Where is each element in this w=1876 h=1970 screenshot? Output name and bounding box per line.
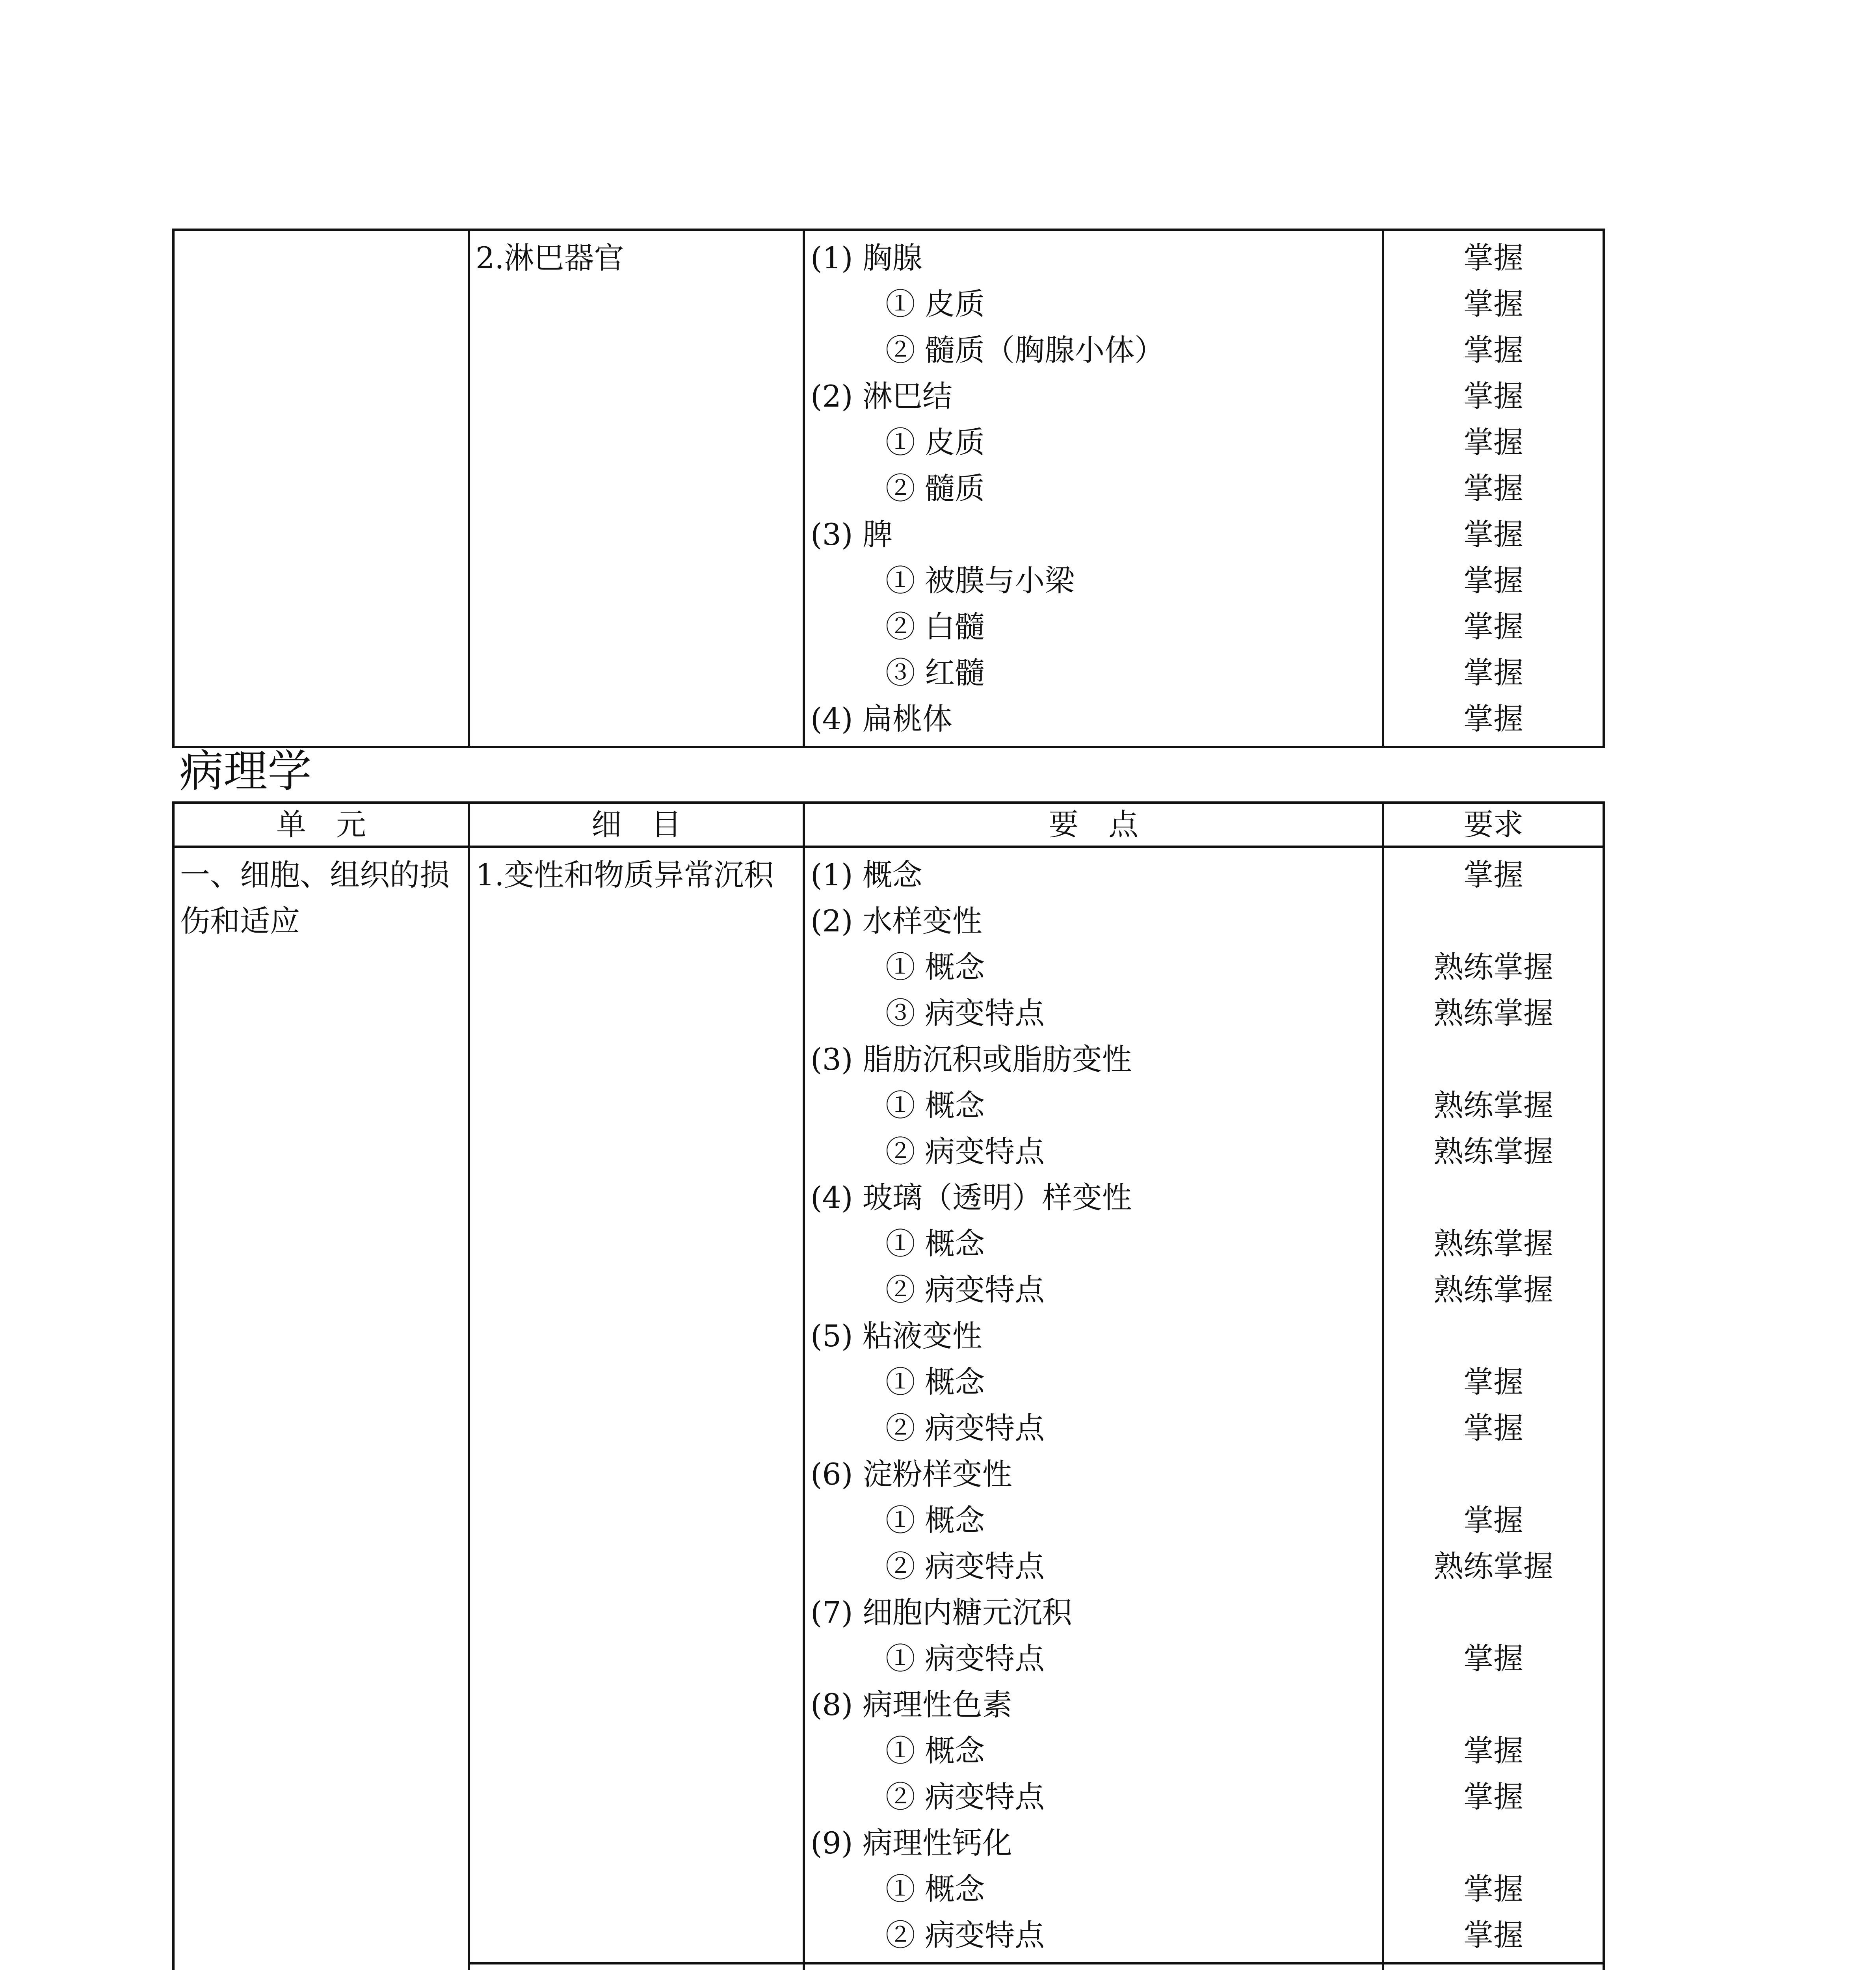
requirement-item: 掌握 (1463, 609, 1523, 644)
requirement-item: 掌握 (1463, 655, 1523, 690)
requirement-item: 掌握 (1463, 1411, 1523, 1446)
point-item: ③ 红髓 (885, 655, 985, 690)
point-item: ② 病变特点 (885, 1549, 1045, 1584)
main-table (172, 801, 1605, 1970)
table-row (173, 230, 1604, 747)
point-item: ① 被膜与小梁 (885, 563, 1075, 598)
requirement-list (1384, 848, 1603, 1962)
unit-cell (173, 230, 469, 747)
requirement-item: 掌握 (1463, 286, 1523, 322)
requirement-item: 掌握 (1463, 379, 1523, 414)
requirement-cell (1383, 847, 1604, 1963)
requirement-item: 熟练掌握 (1433, 1134, 1553, 1169)
main-body (173, 847, 1604, 1970)
point-item: ② 髓质 (885, 471, 985, 506)
point-item: ② 病变特点 (885, 1779, 1045, 1814)
requirement-item (1390, 1682, 1597, 1728)
requirement-item: 掌握 (1463, 1779, 1523, 1814)
requirement-item: 掌握 (1463, 1733, 1523, 1768)
header-unit: 单 元 (173, 803, 469, 847)
requirement-item: 熟练掌握 (1433, 1272, 1553, 1307)
point-item: (4) 扁桃体 (811, 701, 952, 736)
point-item: ① 概念 (885, 1872, 985, 1907)
requirement-list (1384, 231, 1603, 746)
header-requirement: 要求 (1383, 803, 1604, 847)
point-item: (1) 概念 (811, 857, 922, 892)
requirement-item: 熟练掌握 (1433, 1549, 1553, 1584)
requirement-item: 熟练掌握 (1433, 950, 1553, 985)
requirement-item: 掌握 (1463, 1641, 1523, 1676)
requirement-item: 熟练掌握 (1433, 1226, 1553, 1261)
point-item: ① 概念 (885, 1088, 985, 1123)
point-item: (3) 脂肪沉积或脂肪变性 (811, 1042, 1132, 1077)
point-item: (9) 病理性钙化 (811, 1825, 1012, 1860)
point-item: ① 概念 (885, 1364, 985, 1399)
requirement-item: 熟练掌握 (1433, 1088, 1553, 1123)
requirement-item (1390, 1968, 1597, 1970)
requirement-item: 掌握 (1463, 701, 1523, 736)
point-item: ① 概念 (885, 1226, 985, 1261)
requirement-item: 掌握 (1463, 857, 1523, 892)
detail-cell (469, 847, 804, 1963)
unit-cell (173, 847, 469, 1970)
point-item: ② 白髓 (885, 609, 985, 644)
requirement-item: 掌握 (1463, 471, 1523, 506)
point-item: ② 病变特点 (885, 1272, 1045, 1307)
requirement-item (1390, 1820, 1597, 1866)
header-row (173, 803, 1604, 847)
point-item: ① 概念 (885, 950, 985, 985)
points-cell (804, 1963, 1383, 1970)
requirement-item: 掌握 (1463, 1503, 1523, 1538)
point-item: (7) 细胞内糖元沉积 (811, 1595, 1072, 1630)
detail-text (470, 1964, 803, 1970)
requirement-cell (1383, 1963, 1604, 1970)
requirement-item: 掌握 (1463, 333, 1523, 368)
point-item: ② 病变特点 (885, 1411, 1045, 1446)
detail-cell (469, 230, 804, 747)
requirement-item: 掌握 (1463, 1918, 1523, 1953)
section-title: 病理学 (179, 746, 312, 797)
point-item: (2) 水样变性 (811, 903, 982, 939)
requirement-item (1390, 898, 1597, 944)
requirement-item: 掌握 (1463, 1872, 1523, 1907)
point-item: (8) 病理性色素 (811, 1687, 1012, 1722)
points-list (805, 848, 1382, 1962)
point-item: ① 皮质 (885, 286, 985, 322)
point-item: ① 病变特点 (885, 1641, 1045, 1676)
points-cell (804, 847, 1383, 1963)
requirement-item (1390, 1451, 1597, 1497)
requirement-item (1390, 1313, 1597, 1359)
point-item: ② 病变特点 (885, 1918, 1045, 1953)
point-item (811, 1968, 1376, 1970)
point-item: ① 概念 (885, 1503, 985, 1538)
requirement-item (1390, 1175, 1597, 1221)
point-item: (2) 淋巴结 (811, 379, 952, 414)
point-item: ③ 病变特点 (885, 996, 1045, 1031)
detail-cell (469, 1963, 804, 1970)
requirement-item: 掌握 (1463, 563, 1523, 598)
point-item: ① 皮质 (885, 425, 985, 460)
point-item: ① 概念 (885, 1733, 985, 1768)
point-item: (6) 淀粉样变性 (811, 1457, 1012, 1492)
points-list (805, 1964, 1382, 1970)
detail-text: 2.淋巴器官 (476, 240, 624, 275)
point-item: (5) 粘液变性 (811, 1318, 982, 1353)
top-table (172, 229, 1605, 748)
detail-text: 1.变性和物质异常沉积 (476, 857, 774, 892)
requirement-item: 熟练掌握 (1433, 996, 1553, 1031)
unit-text: 一、细胞、组织的损伤和适应 (180, 857, 450, 939)
point-item: (1) 胸腺 (811, 240, 922, 275)
point-item: ② 病变特点 (885, 1134, 1045, 1169)
requirement-item (1390, 1036, 1597, 1082)
point-item: (3) 脾 (811, 517, 892, 552)
header-detail: 细 目 (469, 803, 804, 847)
requirement-item (1390, 1589, 1597, 1635)
requirement-item: 掌握 (1463, 240, 1523, 275)
requirement-item: 掌握 (1463, 425, 1523, 460)
requirement-list (1384, 1964, 1603, 1970)
requirement-cell (1383, 230, 1604, 747)
table-row (173, 847, 1604, 1963)
point-item: ② 髓质（胸腺小体） (885, 333, 1165, 368)
requirement-item: 掌握 (1463, 1364, 1523, 1399)
points-list (805, 231, 1382, 746)
requirement-item: 掌握 (1463, 517, 1523, 552)
header-points: 要 点 (804, 803, 1383, 847)
points-cell (804, 230, 1383, 747)
point-item: (4) 玻璃（透明）样变性 (811, 1180, 1132, 1215)
